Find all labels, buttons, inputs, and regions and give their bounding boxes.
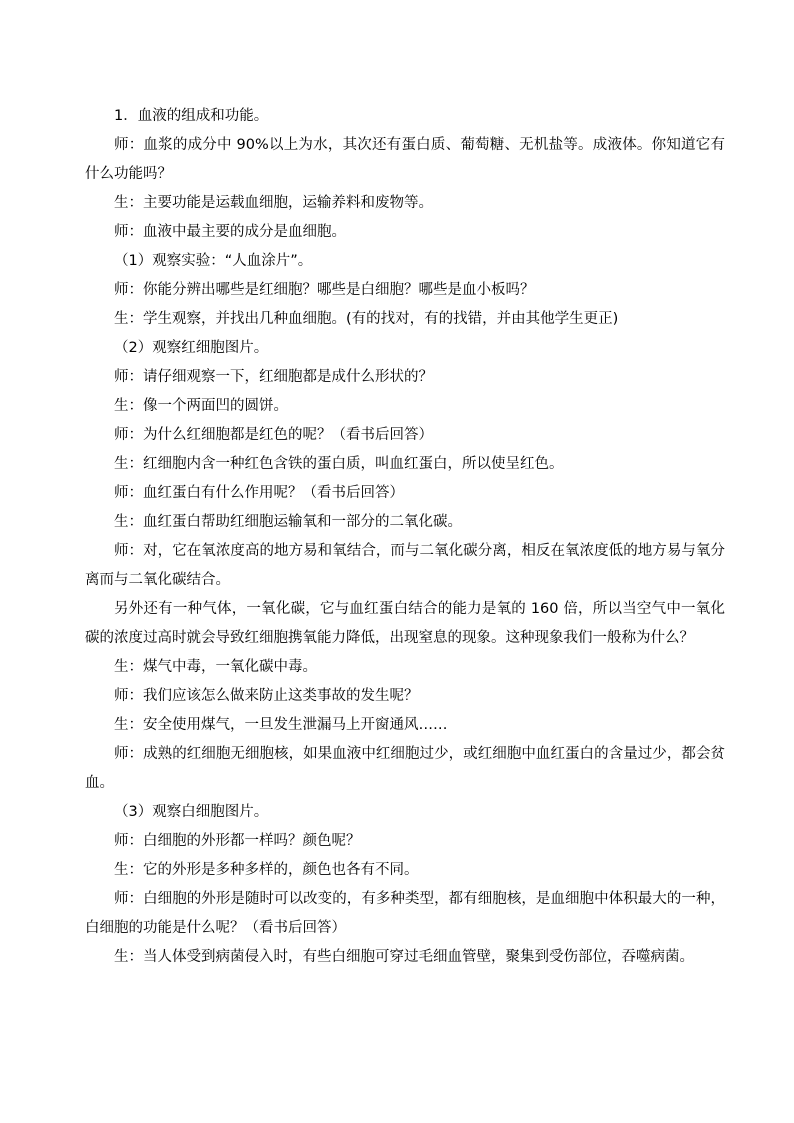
dialogue-paragraph: 师：血液中最主要的成分是血细胞。 (114, 224, 346, 240)
dialogue-paragraph: 生：安全使用煤气，一旦发生泄漏马上开窗通风…… (114, 717, 448, 733)
dialogue-paragraph: 另外还有一种气体，一氧化碳，它与血红蛋白结合的能力是氧的 160 倍，所以当空气中一氧化碳的浓度过高时就会导致红细胞携氧能力降低，出现窒息的现象。这种现象我们一般称为什么？ (85, 601, 725, 646)
dialogue-paragraph: 生：它的外形是多种多样的，颜色也各有不同。 (114, 862, 419, 878)
dialogue-paragraph: 生：主要功能是运载血细胞，运输养料和废物等。 (114, 195, 433, 211)
dialogue-paragraph: 生：红细胞内含一种红色含铁的蛋白质，叫血红蛋白，所以使呈红色。 (114, 456, 564, 472)
dialogue-paragraph: 师：白细胞的外形都一样吗？颜色呢？ (114, 833, 361, 849)
dialogue-paragraph: 生：血红蛋白帮助红细胞运输氧和一部分的二氧化碳。 (114, 514, 462, 530)
dialogue-paragraph: 师：为什么红细胞都是红色的呢？（看书后回答） (114, 427, 433, 443)
subsection-heading: （1）观察实验：“人血涂片”。 (114, 253, 313, 269)
dialogue-paragraph: 师：你能分辨出哪些是红细胞？哪些是白细胞？哪些是血小板吗？ (114, 282, 535, 298)
dialogue-paragraph: 生：像一个两面凹的圆饼。 (114, 398, 288, 414)
subsection-heading: （2）观察红细胞图片。 (114, 340, 269, 356)
dialogue-paragraph: 师：对，它在氧浓度高的地方易和氧结合，而与二氧化碳分离，相反在氧浓度低的地方易与氧分离而与二氧化碳结合。 (85, 543, 725, 588)
dialogue-paragraph: 师：血浆的成分中 90%以上为水，其次还有蛋白质、葡萄糖、无机盐等。成液体。你知道它有什么功能吗？ (85, 137, 725, 182)
dialogue-paragraph: 师：我们应该怎么做来防止这类事故的发生呢？ (114, 688, 419, 704)
dialogue-paragraph: 师：请仔细观察一下，红细胞都是成什么形状的？ (114, 369, 433, 385)
dialogue-paragraph: 生：学生观察，并找出几种血细胞。(有的找对，有的找错，并由其他学生更正) (114, 311, 619, 327)
dialogue-paragraph: 生：当人体受到病菌侵入时，有些白细胞可穿过毛细血管壁，聚集到受伤部位，吞噬病菌。 (114, 949, 694, 965)
dialogue-paragraph: 师：白细胞的外形是随时可以改变的，有多种类型，都有细胞核，是血细胞中体积最大的一种，白细胞的功能是什么呢？（看书后回答） (85, 891, 725, 936)
document-body (85, 102, 725, 972)
dialogue-paragraph: 师：血红蛋白有什么作用呢？（看书后回答） (114, 485, 404, 501)
section-heading-blood-composition: 1．血液的组成和功能。 (114, 108, 269, 124)
dialogue-paragraph: 生：煤气中毒，一氧化碳中毒。 (114, 659, 317, 675)
dialogue-paragraph: 师：成熟的红细胞无细胞核，如果血液中红细胞过少，或红细胞中血红蛋白的含量过少，都会贫血。 (85, 746, 725, 791)
subsection-heading: （3）观察白细胞图片。 (114, 804, 269, 820)
